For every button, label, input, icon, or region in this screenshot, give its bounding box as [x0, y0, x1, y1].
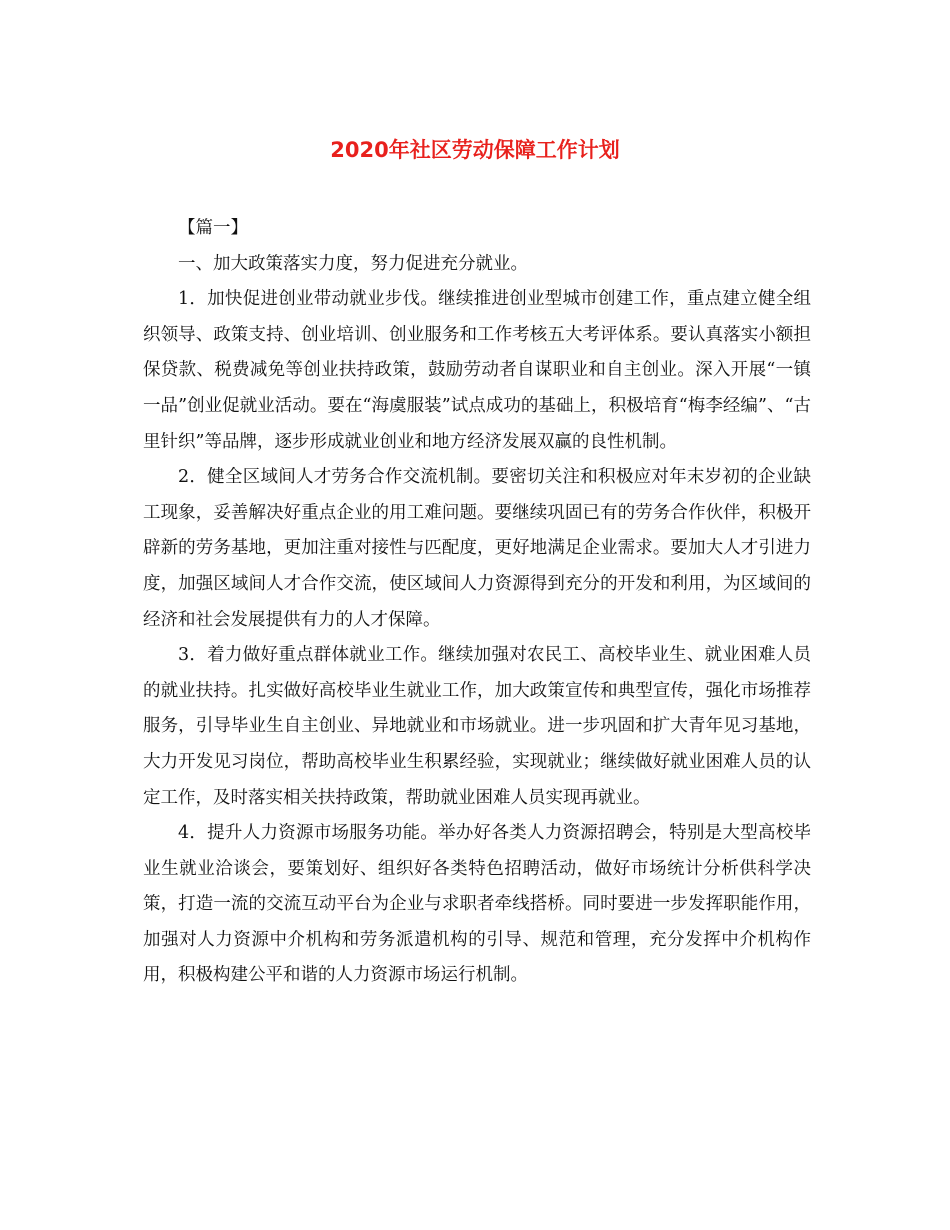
section-heading: 【篇一】 — [178, 218, 248, 238]
document-body — [143, 211, 811, 994]
subsection-heading: 一、加大政策落实力度，努力促进充分就业。 — [178, 253, 528, 274]
paragraph-item-2: 2．健全区域间人才劳务合作交流机制。要密切关注和积极应对年末岁初的企业缺工现象，妥善解决好重点企业的用工难问题。要继续巩固已有的劳务合作伙伴，积极开辟新的劳务基地，更加注重对接性与匹配度，更好地满足企业需求。要加大人才引进力度，加强区域间人才合作交流，使区域间人力资源得到充分的开发和利用，为区域间的经济和社会发展提供有力的人才保障。 — [143, 467, 811, 630]
paragraph-item-3: 3．着力做好重点群体就业工作。继续加强对农民工、高校毕业生、就业困难人员的就业扶持。扎实做好高校毕业生就业工作，加大政策宣传和典型宣传，强化市场推荐服务，引导毕业生自主创业、异地就业和市场就业。进一步巩固和扩大青年见习基地，大力开发见习岗位，帮助高校毕业生积累经验，实现就业；继续做好就业困难人员的认定工作，及时落实相关扶持政策，帮助就业困难人员实现再就业。 — [143, 645, 811, 808]
document-title: 2020年社区劳动保障工作计划 — [330, 138, 620, 162]
paragraph-item-4: 4．提升人力资源市场服务功能。举办好各类人力资源招聘会，特别是大型高校毕业生就业洽谈会，要策划好、组织好各类特色招聘活动，做好市场统计分析供科学决策，打造一流的交流互动平台为企业与求职者牵线搭桥。同时要进一步发挥职能作用，加强对人力资源中介机构和劳务派遣机构的引导、规范和管理，充分发挥中介机构作用，积极构建公平和谐的人力资源市场运行机制。 — [143, 823, 811, 986]
paragraph-item-1: 1．加快促进创业带动就业步伐。继续推进创业型城市创建工作，重点建立健全组织领导、政策支持、创业培训、创业服务和工作考核五大考评体系。要认真落实小额担保贷款、税费减免等创业扶持政策，鼓励劳动者自谋职业和自主创业。深入开展“一镇一品”创业促就业活动。要在“海虞服装”试点成功的基础上，积极培育“梅李经编”、“古里针织”等品牌，逐步形成就业创业和地方经济发展双赢的良性机制。 — [143, 289, 811, 452]
